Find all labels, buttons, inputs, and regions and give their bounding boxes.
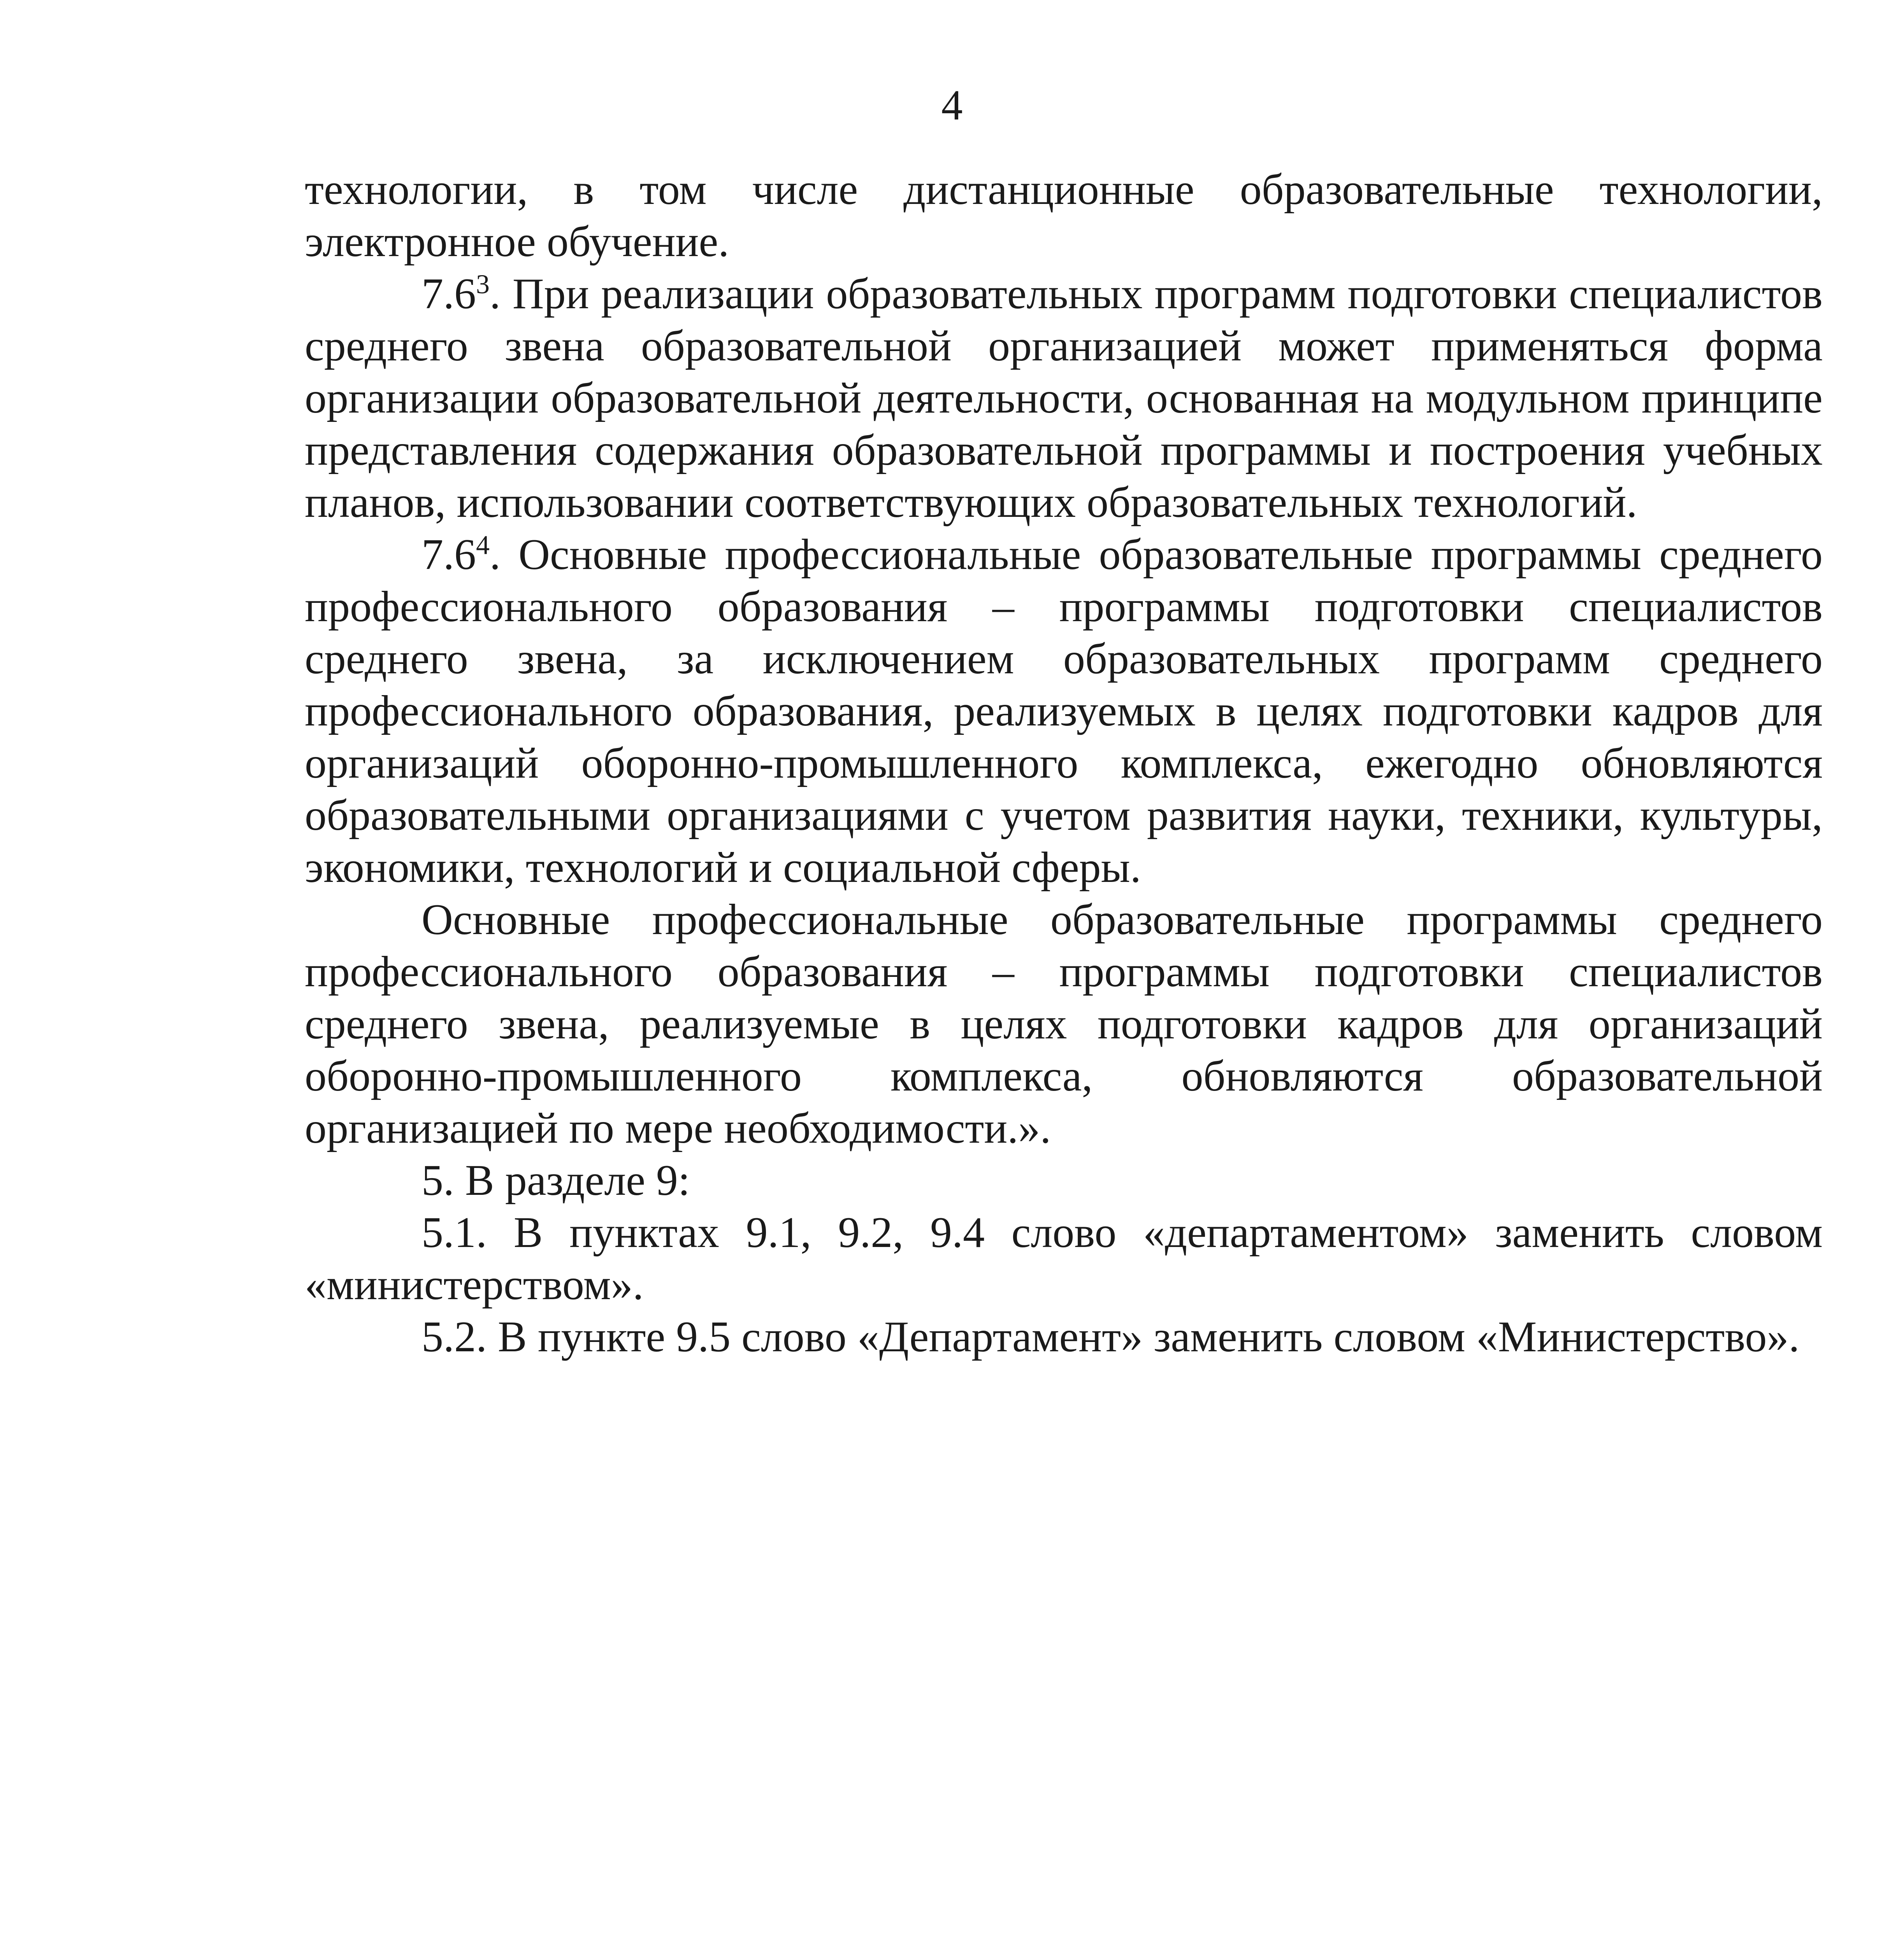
item-number: 7.6	[422, 530, 476, 579]
paragraph-continuation	[305, 163, 1823, 268]
document-body	[305, 163, 1823, 1363]
page-number: 4	[941, 81, 963, 129]
item-superscript: 3	[476, 269, 490, 300]
paragraph-item-5-2	[305, 1311, 1823, 1363]
paragraph-text: 5.1. В пунктах 9.1, 9.2, 9.4 слово «департаментом» заменить словом «министерством».	[305, 1208, 1823, 1309]
paragraph-text: технологии, в том числе дистанционные образовательные технологии, электронное обучение.	[305, 165, 1823, 266]
paragraph-update-note	[305, 894, 1823, 1154]
paragraph-text: Основные профессиональные образовательные программы среднего профессионального образования – программы подготовки специалистов среднего звена, реализуемые в целях подготовки кадров для организаций оборонно-промышленного комплекса, обновляются образовательной организацией по мере необходимости.».	[305, 896, 1823, 1152]
paragraph-text: 5.2. В пункте 9.5 слово «Департамент» заменить словом «Министерство».	[422, 1313, 1800, 1361]
item-superscript: 4	[476, 530, 490, 560]
paragraph-text: . При реализации образовательных программ подготовки специалистов среднего звена образовательной организацией может применяться форма организации образовательной деятельности, основанная на модульном принципе представления содержания образовательной программы и построения учебных планов, использовании соответствующих образовательных технологий.	[305, 270, 1823, 527]
paragraph-item-5-1	[305, 1207, 1823, 1311]
paragraph-item-7-6-3	[305, 268, 1823, 529]
item-number: 7.6	[422, 270, 476, 318]
paragraph-text: . Основные профессиональные образовательные программы среднего профессионального образования – программы подготовки специалистов среднего звена, за исключением образовательных программ среднего профессионального образования, реализуемых в целях подготовки кадров для организаций оборонно-промышленного комплекса, ежегодно обновляются образовательными организациями с учетом развития науки, техники, культуры, экономики, технологий и социальной сферы.	[305, 530, 1823, 892]
paragraph-section-9	[305, 1154, 1823, 1207]
paragraph-item-7-6-4	[305, 529, 1823, 894]
paragraph-text: 5. В разделе 9:	[422, 1156, 690, 1205]
